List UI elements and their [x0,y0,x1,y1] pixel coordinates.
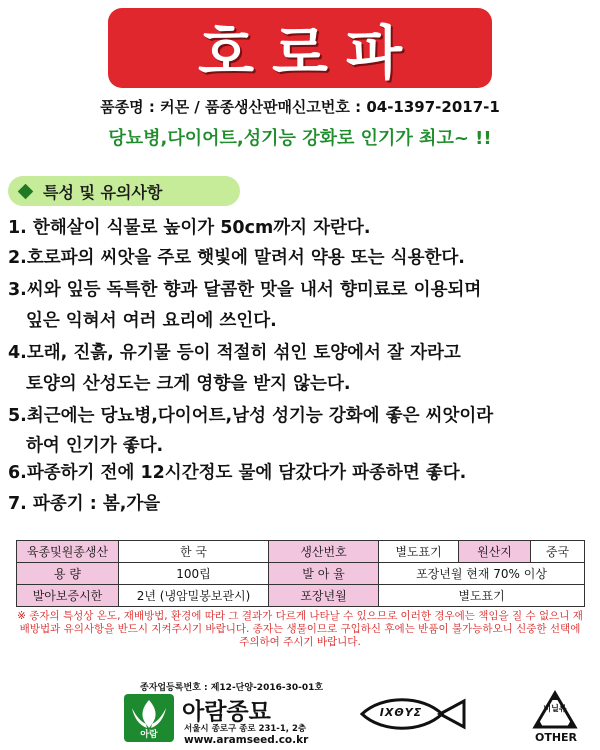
variety-registration-line: 품종명 : 커몬 / 품종생산판매신고번호 : 04-1397-2017-1 [100,98,500,116]
section-title: 특성 및 유의사항 [43,182,163,202]
list-item-continued: 토양의 산성도는 크게 영향을 받지 않는다. [26,374,351,394]
list-item: 3.씨와 잎등 독특한 향과 달콤한 맛을 내서 향미료로 이용되며 [8,280,482,300]
product-title: 호로파 [197,19,421,87]
guarantee-period-label: 발아보증시한 [17,585,119,607]
title-banner [108,8,492,88]
product-info-table [16,540,585,607]
recycle-label: 비닐류 [543,704,567,713]
list-item-continued: 잎은 익혀서 여러 요리에 쓰인다. [26,311,277,331]
diamond-icon [18,183,34,199]
list-item: 4.모래, 진흙, 유기물 등이 적절히 섞인 토양에서 잘 자라고 [8,343,461,363]
germination-rate-value: 포장년월 현재 70% 이상 [379,563,585,585]
list-item: 6.파종하기 전에 12시간정도 물에 담갔다가 파종하면 좋다. [8,463,467,483]
list-item: 1. 한해살이 식물로 높이가 50cm까지 자란다. [8,218,371,238]
table-row [17,563,585,585]
table-row [17,541,585,563]
origin-label: 원산지 [459,541,531,563]
breeding-value: 한 국 [119,541,269,563]
list-item: 2.호로파의 씨앗을 주로 햇빛에 말려서 약용 또는 식용한다. [8,248,465,268]
section-header [8,176,240,206]
disclaimer-notice: ※ 종자의 특성상 온도, 재배방법, 환경에 따라 그 결과가 다르게 나타날 수 있으므로 이러한 경우에는 책임을 질 수 없으니 재배방법과 유의사항을 반드시 지켜주시기 바랍니다. 종자는 생물이므로 구입하신 후에는 반품이 불가능하오니 신중한 선택에 주의하여 주시기 바랍니다. [17,610,583,648]
list-item-continued: 하여 인기가 좋다. [26,436,164,456]
production-number-value: 별도표기 [379,541,459,563]
logo-label: 아람 [140,730,158,740]
guarantee-period-value: 2년 (냉암밀봉보관시) [119,585,269,607]
ichthys-text: IXΘYΣ [379,706,423,719]
breeding-label: 육종및원종생산 [17,541,119,563]
list-item: 5.최근에는 당뇨병,다이어트,남성 성기능 강화에 좋은 씨앗이라 [8,406,494,426]
quantity-label: 용 량 [17,563,119,585]
list-item: 7. 파종기 : 봄,가을 [8,494,161,514]
production-number-label: 생산번호 [269,541,379,563]
slogan: 당뇨병,다이어트,성기능 강화로 인기가 최고~ !! [108,128,492,149]
company-name: 아람종묘 [182,699,271,725]
table-row [17,585,585,607]
origin-value: 중국 [531,541,585,563]
recycle-other-label: OTHER [534,731,578,744]
seed-business-registration: 종자업등록번호 : 제12-단양-2016-30-01호 [140,683,324,693]
germination-rate-label: 발 아 율 [269,563,379,585]
company-address: 서울시 종로구 종로 231-1, 2층 [184,724,307,734]
quantity-value: 100립 [119,563,269,585]
packaging-date-value: 별도표기 [379,585,585,607]
packaging-date-label: 포장년월 [269,585,379,607]
aram-logo-icon [124,694,174,742]
company-url: www.aramseed.co.kr [184,734,309,746]
